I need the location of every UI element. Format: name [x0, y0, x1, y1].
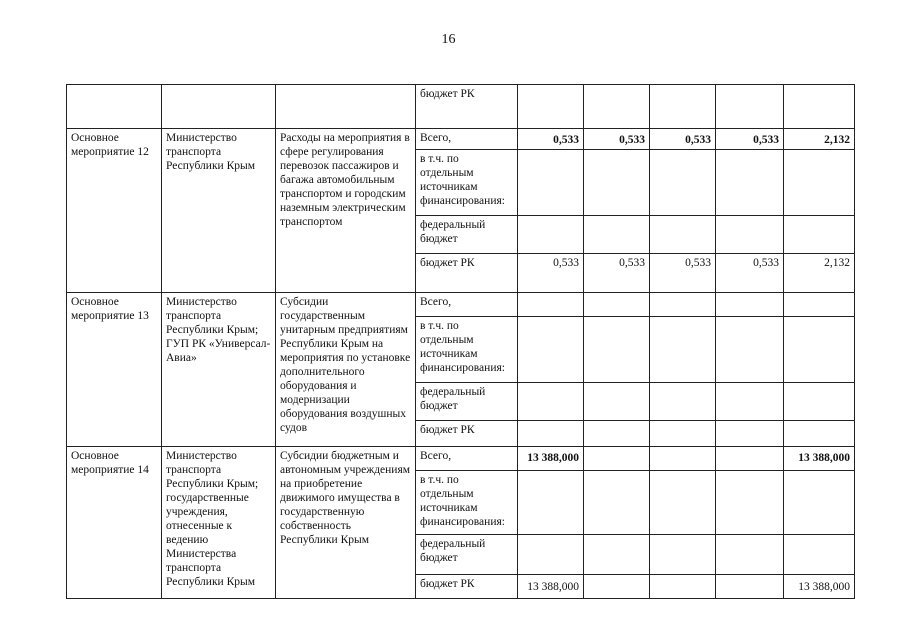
value-cell: 0,533 [584, 129, 650, 150]
description-cell: Субсидии государственным унитарным предприятиям Республики Крым на мероприятия по установке дополнительного оборудования и модернизации оборудования воздушных судов [276, 293, 416, 447]
source-label: в т.ч. по отдельным источникам финансирования: [416, 150, 518, 216]
description-cell: Субсидии бюджетным и автономным учреждениям на приобретение движимого имущества в государственную собственность Республики Крым [276, 447, 416, 599]
executor-cell: Министерство транспорта Республики Крым; государственные учреждения, отнесенные к ведению Министерства транспорта Республики Крым [162, 447, 276, 599]
value-cell: 0,533 [518, 129, 584, 150]
value-cell: 0,533 [650, 254, 716, 293]
description-cell: Расходы на мероприятия в сфере регулирования перевозок пассажиров и багажа автомобильным транспортом и городским наземным электрическим транспортом [276, 129, 416, 293]
value-cell: 0,533 [518, 254, 584, 293]
source-label: Всего, [416, 293, 518, 317]
source-label: бюджет РК [416, 254, 518, 293]
source-label: бюджет РК [416, 575, 518, 599]
value-cell: 13 388,000 [518, 575, 584, 599]
page-number: 16 [441, 32, 456, 47]
cell-empty [276, 85, 416, 129]
source-label: федеральный бюджет [416, 383, 518, 421]
value-cell: 13 388,000 [784, 447, 855, 471]
table-row [67, 293, 855, 317]
executor-cell: Министерство транспорта Республики Крым; ГУП РК «Универсал-Авиа» [162, 293, 276, 447]
source-label: Всего, [416, 447, 518, 471]
measure-label: Основное мероприятие 12 [67, 129, 162, 293]
table-row [67, 129, 855, 150]
source-label: федеральный бюджет [416, 535, 518, 575]
value-cell: 13 388,000 [784, 575, 855, 599]
value-cell: 0,533 [716, 129, 784, 150]
table-row [67, 447, 855, 471]
source-label: бюджет РК [416, 421, 518, 447]
cell-empty [162, 85, 276, 129]
value-cell: 2,132 [784, 129, 855, 150]
value-cell: 0,533 [716, 254, 784, 293]
source-label: в т.ч. по отдельным источникам финансирования: [416, 471, 518, 535]
source-label: бюджет РК [416, 85, 518, 129]
source-label: федеральный бюджет [416, 216, 518, 254]
measure-label: Основное мероприятие 13 [67, 293, 162, 447]
value-cell: 2,132 [784, 254, 855, 293]
measure-label: Основное мероприятие 14 [67, 447, 162, 599]
source-label: Всего, [416, 129, 518, 150]
source-label: в т.ч. по отдельным источникам финансирования: [416, 317, 518, 383]
value-cell: 0,533 [650, 129, 716, 150]
table-row [67, 85, 855, 129]
executor-cell: Министерство транспорта Республики Крым [162, 129, 276, 293]
value-cell: 0,533 [584, 254, 650, 293]
cell-empty [67, 85, 162, 129]
budget-table [66, 84, 855, 599]
value-cell: 13 388,000 [518, 447, 584, 471]
